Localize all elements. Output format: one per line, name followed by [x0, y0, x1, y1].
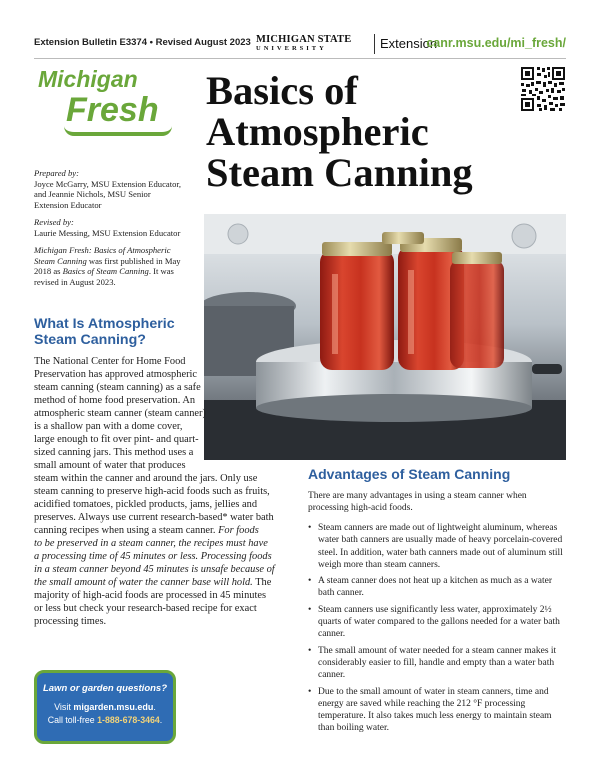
title-line-1: Basics of: [206, 68, 358, 113]
advantages-intro: There are many advantages in using a steam canner when processing high-acid foods.: [308, 491, 527, 514]
page-title: [206, 70, 546, 193]
list-item: • A steam canner does not heat up a kitchen as much as a water bath canner.: [308, 575, 566, 600]
heading-line-1: What Is Atmospheric: [34, 316, 175, 332]
body-line: [34, 576, 271, 589]
publication-note-line-4: revised in August 2023.: [34, 276, 116, 287]
prepared-by-line-2: and Jeannie Nichols, MSU Senior: [34, 189, 151, 199]
publication-note-line-2: [34, 256, 196, 267]
body-line: [34, 550, 272, 563]
list-item: • Due to the small amount of water in steam canners, time and energy are saved while reaching the 212 °F processing temperature. It also takes much less energy to maintain steam than boiling water.: [308, 686, 566, 735]
body-text: canning recipes when using a steam canner.: [34, 525, 219, 536]
body-line: [34, 563, 275, 576]
body-line: or less but check your research-based recipe for exact: [34, 603, 257, 614]
phone-number-link[interactable]: 1-888-678-3464: [97, 715, 160, 725]
body-line: acidified tomatoes, pickled products, jams, jellies and: [34, 499, 258, 510]
body-line: is a shallow pan with a dome cover,: [34, 421, 183, 432]
body-italic: to be preserved in a steam canner, the recipes must have: [34, 538, 268, 549]
callout-question: Lawn or garden questions?: [42, 683, 168, 694]
body-line: Preservation has approved atmospheric: [34, 369, 198, 380]
publication-note-text: . It was: [148, 266, 174, 276]
msu-wordmark-line2: UNIVERSITY: [256, 45, 327, 52]
publication-note-line-1: [34, 245, 196, 256]
msu-wordmark[interactable]: [256, 34, 351, 53]
publication-note-line-3: [34, 266, 196, 277]
logo-fresh: Fresh: [66, 91, 159, 129]
lawn-garden-callout: [34, 670, 176, 744]
prepared-by-label: Prepared by:: [34, 168, 79, 178]
body-italic: For foods: [218, 525, 259, 536]
body-line: The National Center for Home Food: [34, 356, 186, 367]
body-line: atmospheric steam canner (steam canner): [34, 408, 206, 419]
call-period: .: [159, 715, 163, 725]
heading-line-2: Steam Canning?: [34, 332, 146, 348]
list-item: • Steam canners use significantly less water, approximately 2½ quarts of water compared to the gallons needed for a water bath canner.: [308, 604, 566, 641]
header-rule: [34, 58, 566, 59]
body-line: sized canning jars. This method uses a: [34, 447, 194, 458]
body-italic: in a steam canner beyond 45 minutes is unsafe because of: [34, 564, 275, 575]
body-line: small amount of water that produces: [34, 460, 186, 471]
body-line: large enough to fit over pint- and quart-: [34, 434, 199, 445]
title-line-2: Atmospheric: [206, 109, 429, 154]
extension-wordmark: Extension: [380, 36, 438, 51]
publication-title-italic-2: Steam Canning: [34, 255, 87, 266]
steam-canner-photo: [204, 214, 566, 460]
section-heading-what-is: [34, 316, 204, 348]
logo-swoosh: [64, 126, 172, 136]
body-line: steam canning to preserve high-acid foods such as fruits,: [34, 486, 270, 497]
bulletin-number: Extension Bulletin E3374 • Revised August 2023: [34, 37, 251, 48]
wordmark-divider: [374, 34, 375, 54]
msu-wordmark-line1: MICHIGAN STATE: [256, 34, 352, 45]
credits-gap: [34, 210, 196, 217]
michigan-fresh-logo[interactable]: [34, 66, 174, 128]
prepared-by-line-3: Extension Educator: [34, 199, 102, 210]
callout-phone: [37, 715, 173, 725]
revised-by-label: Revised by:: [34, 217, 74, 227]
former-title-italic: Basics of Steam Canning: [62, 266, 149, 276]
prepared-by-line-1: Joyce McGarry, MSU Extension Educator,: [34, 178, 182, 189]
qr-code-icon[interactable]: [520, 66, 566, 112]
credits-block: [34, 168, 196, 287]
header-bar: [34, 34, 566, 54]
title-line-3: Steam Canning: [206, 150, 473, 195]
publication-note-text: was first published in May: [86, 255, 181, 266]
logo-michigan: Michigan: [38, 66, 138, 92]
advantages-list: [308, 522, 566, 739]
credits-gap: [34, 238, 196, 245]
revised-by-line: Laurie Messing, MSU Extension Educator: [34, 227, 181, 238]
callout-visit: [37, 702, 173, 712]
body-line: steam canning (steam canning) as a safe: [34, 382, 201, 393]
body-line: processing times.: [34, 616, 107, 627]
section-heading-advantages: Advantages of Steam Canning: [308, 466, 511, 482]
body-line: majority of high-acid foods are processed in 45 minutes: [34, 590, 266, 601]
body-text: The: [252, 577, 272, 588]
body-line: steam within the canner and around the jars. Only use: [34, 473, 258, 484]
body-line: [34, 524, 259, 537]
body-italic: a processing time of 45 minutes or less. Processing foods: [34, 551, 272, 562]
call-text: Call toll-free: [47, 715, 98, 725]
visit-period: .: [153, 702, 156, 712]
body-line: method of home food preservation. An: [34, 395, 196, 406]
publication-title-italic: Michigan Fresh: Basics of Atmospheric: [34, 245, 171, 255]
body-line: preserves. Always use current research-based* water bath: [34, 512, 274, 523]
visit-text: Visit: [54, 702, 74, 712]
body-line: [34, 537, 268, 550]
list-item: • The small amount of water needed for a steam canner makes it considerably easier to fill, handle and empty than a water bath canner.: [308, 645, 566, 682]
garden-link[interactable]: migarden.msu.edu: [73, 702, 154, 712]
list-item: • Steam canners are made out of lightweight aluminum, whereas water bath canners are usually made of heavy porcelain-covered steel. In addition, water bath canners made out of aluminum still weigh more than steam canners.: [308, 522, 566, 571]
website-link[interactable]: canr.msu.edu/mi_fresh/: [426, 36, 566, 50]
body-italic: the small amount of water the canner base will hold.: [34, 577, 253, 588]
publication-note-text: 2018 as: [34, 266, 63, 276]
